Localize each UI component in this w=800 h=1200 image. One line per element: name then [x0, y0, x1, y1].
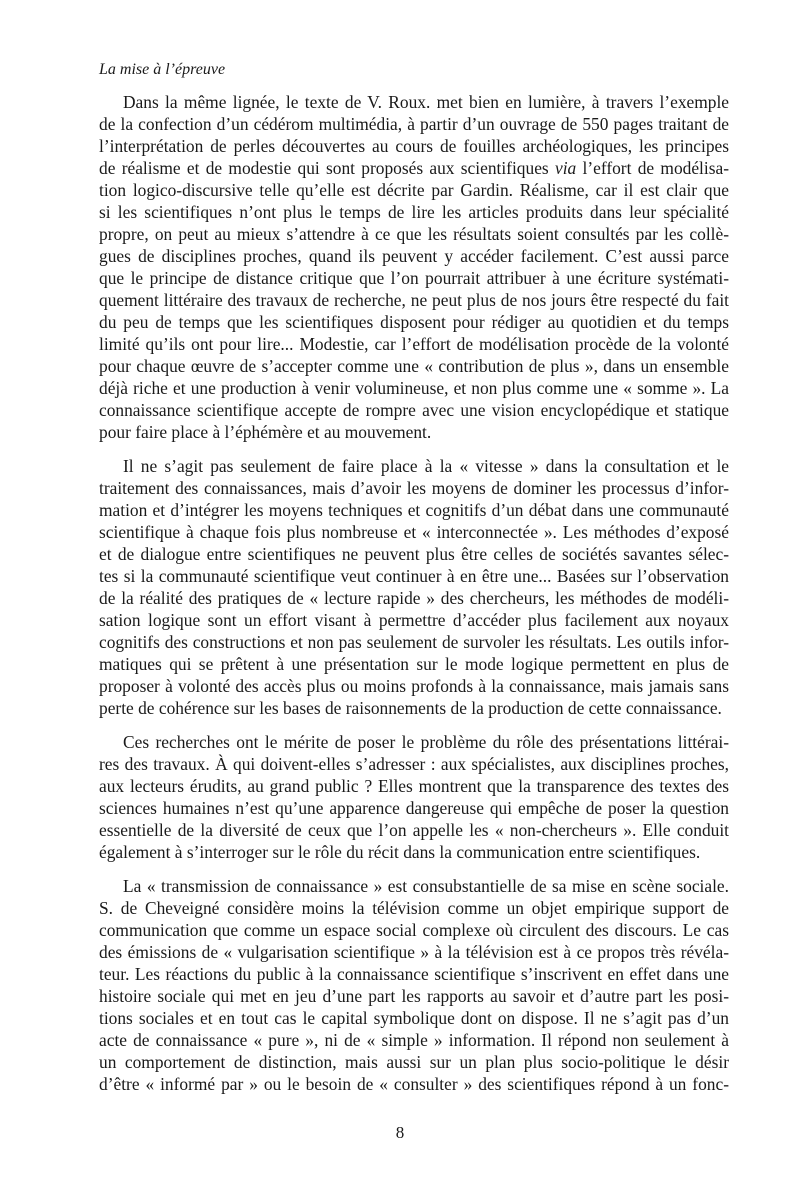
text-line: d’être « informé par » ou le besoin de « consulter » des scientifiques répond à un fonc- [99, 1074, 729, 1094]
text-line: sation logique sont un effort visant à permettre d’accéder plus facilement aux noyaux [99, 610, 729, 630]
text-line: communication que comme un espace social complexe où circulent des discours. Le cas [99, 920, 729, 940]
text-line: que le principe de distance critique que l’on pourrait attribuer à une écriture systémati- [99, 268, 729, 288]
text-segment: l’effort de modélisa- [576, 158, 729, 178]
text-line: un comportement de distinction, mais aussi sur un plan plus socio-politique le désir [99, 1052, 729, 1072]
text-line: l’interprétation de perles découvertes au cours de fouilles archéologiques, les principes [99, 136, 729, 156]
text-line: histoire sociale qui met en jeu d’une part les rapports au savoir et d’autre part les posi- [99, 986, 729, 1006]
text-line: scientifique à chaque fois plus nombreuse et « interconnectée ». Les méthodes d’exposé [99, 522, 729, 542]
text-line: Il ne s’agit pas seulement de faire place à la « vitesse » dans la consultation et le [123, 456, 729, 476]
text-line: sciences humaines n’est qu’une apparence dangereuse qui empêche de poser la question [99, 798, 729, 818]
text-line: de la réalité des pratiques de « lecture rapide » des chercheurs, les méthodes de modéli- [99, 588, 729, 608]
text-line: essentielle de la diversité de ceux que l’on appelle les « non-chercheurs ». Elle conduit [99, 820, 729, 840]
text-line: perte de cohérence sur les bases de raisonnements de la production de cette connaissance. [99, 698, 722, 718]
text-line: S. de Cheveigné considère moins la télévision comme un objet empirique support de [99, 898, 729, 918]
text-line: si les scientifiques n’ont plus le temps de lire les articles produits dans leur spécialité [99, 202, 729, 222]
italic-term: via [554, 158, 577, 178]
text-line: quement littéraire des travaux de recherche, ne peut plus de nos jours être respecté du fait [99, 290, 729, 310]
text-line: déjà riche et une production à venir volumineuse, et non plus comme une « somme ». La [99, 378, 729, 398]
text-line: aux lecteurs érudits, au grand public ? Elles montrent que la transparence des textes des [99, 776, 729, 796]
paragraph [99, 91, 729, 443]
text-line: propre, on peut au mieux s’attendre à ce que les résultats soient consultés par les collè- [99, 224, 729, 244]
text-line: matiques qui se prêtent à une présentation sur le mode logique permettent en plus de [99, 654, 729, 674]
text-line: proposer à volonté des accès plus ou moins profonds à la connaissance, mais jamais sans [99, 676, 729, 696]
text-line: acte de connaissance « pure », ni de « simple » information. Il répond non seulement à [99, 1030, 729, 1050]
paragraph [99, 455, 729, 719]
running-header: La mise à l’épreuve [99, 61, 226, 78]
text-line: tions sociales et en tout cas le capital symbolique dont on dispose. Il ne s’agit pas d’un [99, 1008, 729, 1028]
text-line: Ces recherches ont le mérite de poser le problème du rôle des présentations littérai- [123, 732, 729, 752]
text-line: mation et d’intégrer les moyens techniques et cognitifs d’un débat dans une communauté [99, 500, 729, 520]
text-line: connaissance scientifique accepte de rompre avec une vision encyclopédique et statique [99, 400, 729, 420]
text-line: La « transmission de connaissance » est consubstantielle de sa mise en scène sociale. [123, 876, 729, 896]
text-segment: de réalisme et de modestie qui sont proposés aux scientifiques [99, 158, 555, 178]
text-line [99, 157, 729, 179]
text-line: tes si la communauté scientifique veut continuer à en être une... Basées sur l’observation [99, 566, 729, 586]
text-line: cognitifs des constructions et non pas seulement de survoler les résultats. Les outils infor- [99, 632, 729, 652]
page-number: 8 [395, 1123, 405, 1142]
text-line: et de dialogue entre scientifiques ne peuvent plus être celles de sociétés savantes sélec- [99, 544, 729, 564]
body-text [99, 91, 729, 1107]
text-line: des émissions de « vulgarisation scientifique » à la télévision est à ce propos très révéla- [99, 942, 729, 962]
text-line: du peu de temps que les scientifiques disposent pour rédiger au quotidien et du temps [99, 312, 729, 332]
text-line: res des travaux. À qui doivent-elles s’adresser : aux spécialistes, aux disciplines proches, [99, 754, 729, 774]
text-line: pour chaque œuvre de s’accepter comme une « contribution de plus », dans un ensemble [99, 356, 729, 376]
text-line: de la confection d’un cédérom multimédia, à partir d’un ouvrage de 550 pages traitant de [99, 114, 729, 134]
text-line: pour faire place à l’éphémère et au mouvement. [99, 422, 432, 442]
text-line: teur. Les réactions du public à la connaissance scientifique s’inscrivent en effet dans une [99, 964, 729, 984]
text-line: limité qu’ils ont pour lire... Modestie, car l’effort de modélisation procède de la volonté [99, 334, 729, 354]
text-line: également à s’interroger sur le rôle du récit dans la communication entre scientifiques. [99, 842, 701, 862]
paragraph [99, 875, 729, 1095]
text-line: Dans la même lignée, le texte de V. Roux. met bien en lumière, à travers l’exemple [123, 92, 729, 112]
paragraph [99, 731, 729, 863]
text-line: traitement des connaissances, mais d’avoir les moyens de dominer les processus d’infor- [99, 478, 729, 498]
text-line: gues de disciplines proches, quand ils peuvent y accéder facilement. C’est aussi parce [99, 246, 729, 266]
text-line: tion logico-discursive telle qu’elle est décrite par Gardin. Réalisme, car il est clair que [99, 180, 729, 200]
